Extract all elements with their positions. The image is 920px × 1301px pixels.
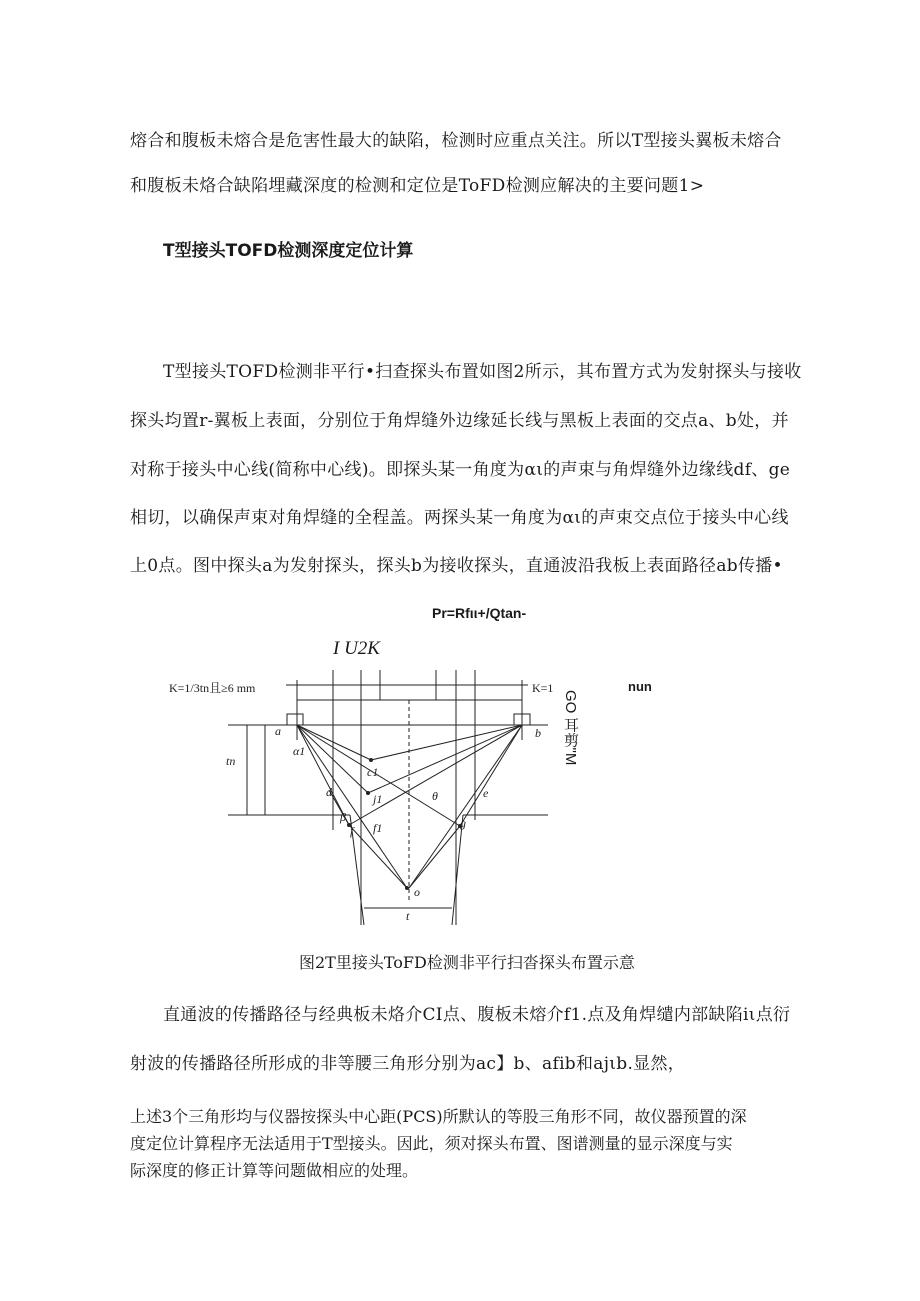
paragraph2-line5: 上0点。图中探头a为发射探头，探头b为接收探头，直通波沿我板上表面路径ab传播• <box>130 556 783 576</box>
paragraph4-line3: 际深度的修正计算等问题做相应的处理。 <box>130 1161 419 1180</box>
f1-label: f1 <box>373 821 383 835</box>
formula: Pr=Rfιι+/Qtan- <box>432 605 527 621</box>
o-label: o <box>414 885 420 899</box>
tn-label: tn <box>226 754 236 768</box>
paragraph1-line2: 和腹板未烙合缺陷埋藏深度的检测和定位是ToFD检测应解决的主要问题1> <box>130 176 705 196</box>
e-label: e <box>483 786 489 800</box>
paragraph4-line2: 度定位计算程序无法适用于T型接头。因此，须对探头布置、图谱测量的显示深度与实 <box>130 1134 733 1153</box>
figure-caption: 图2T里接头ToFD检测非平行扫沓探头布置示意 <box>299 953 635 972</box>
c1-label: c1 <box>367 765 379 779</box>
f-label: f <box>350 824 354 838</box>
paragraph1-line1: 熔合和腹板未熔合是危害性最大的缺陷，检测时应重点关注。所以T型接头翼板未熔合 <box>130 131 782 151</box>
t-label: t <box>406 909 410 923</box>
alpha1-label: α1 <box>293 744 306 758</box>
probe-b-label: b <box>535 726 541 740</box>
paragraph4-line1: 上述3个三角形均与仪器按探头中心距(PCS)所默认的等股三角形不同，故仪器预置的深 <box>130 1107 747 1126</box>
paragraph3-line2: 射波的传播路径所形成的非等腰三角形分别为ac】b、afib和ajιb.显然， <box>130 1054 686 1074</box>
paragraph3-line1: 直通波的传播路径与经典板未烙介CI点、腹板未熔介f1.点及角焊缱内部缺陷iι点衍 <box>163 1005 791 1025</box>
left-dimension-label: K=1/3tn且≥6 mm <box>169 681 256 695</box>
right-dimension-label: K=1 <box>532 681 554 695</box>
figure-right-overlay: nun <box>628 679 652 694</box>
theta-label: θ <box>432 789 438 803</box>
g-label: g <box>460 816 466 830</box>
paragraph2-line3: 对称于接头中心线(简称中心线)。即探头某一角度为αι的声束与角焊缝外边缘线df、ge <box>130 460 791 480</box>
d-label: d <box>326 785 332 799</box>
figure-overlay-top: I U2K <box>333 638 380 659</box>
figure-vertical-overlay: GO 耳剪"M <box>562 690 579 766</box>
section-heading: T型接头TOFD检测深度定位计算 <box>163 241 414 261</box>
paragraph2-line1: T型接头TOFD检测非平行•扫查探头布置如图2所示，其布置方式为发射探头与接收 <box>163 362 802 382</box>
paragraph2-line4: 相切，以确保声束对角焊缝的全程盖。两探头某一角度为αι的声束交点位于接头中心线 <box>130 508 789 528</box>
j1-label: j1 <box>373 792 383 806</box>
paragraph2-line2: 探头均置r-翼板上表面，分别位于角焊缝外边缘延长线与黑板上表面的交点a、b处，并 <box>130 411 789 431</box>
beta-label: β <box>340 810 346 824</box>
probe-a-label: a <box>275 724 281 738</box>
